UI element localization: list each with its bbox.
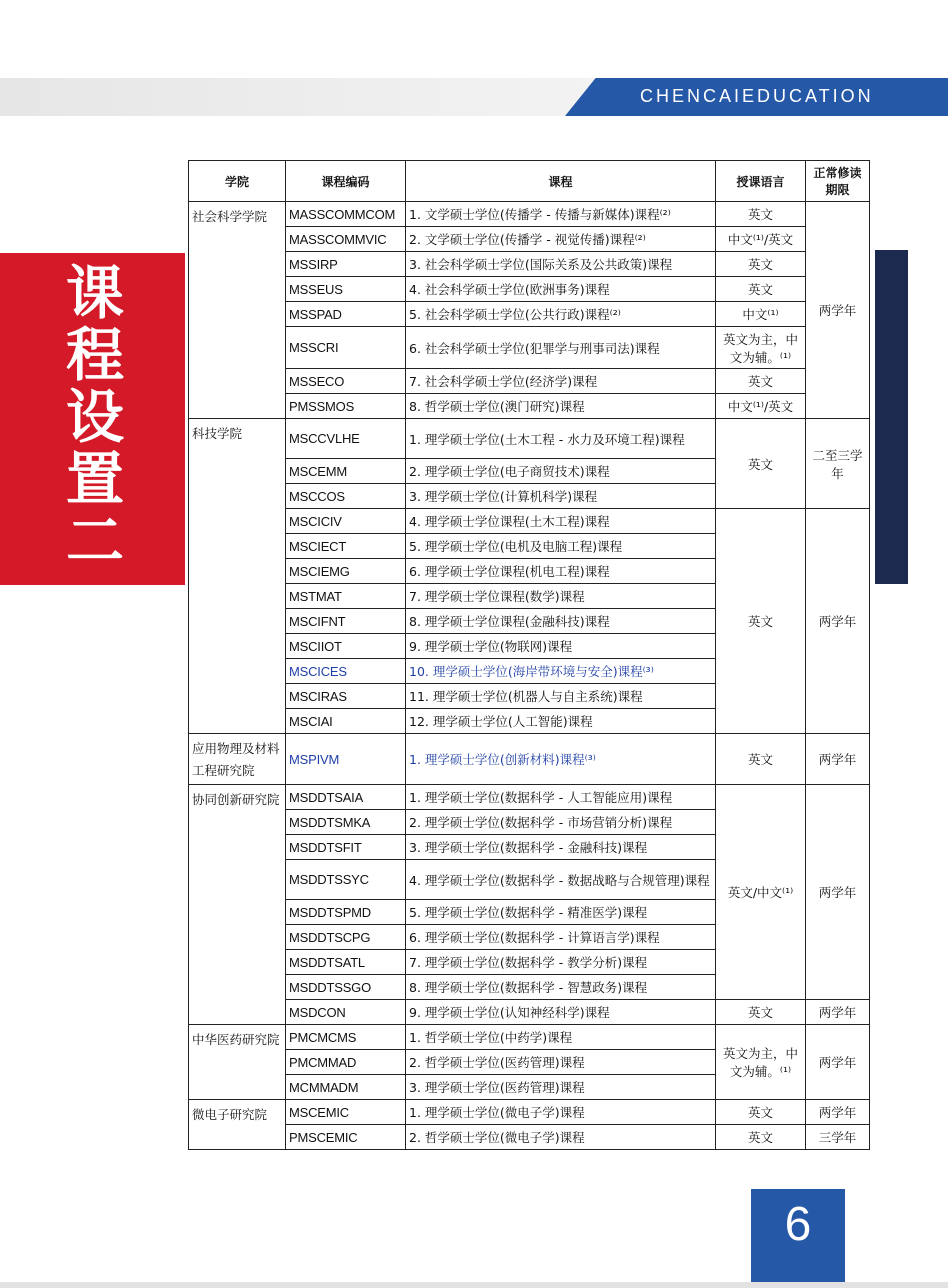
table-row	[189, 227, 870, 252]
code-cell: MSCIECT	[286, 534, 406, 559]
course-cell: 12. 理学硕士学位(人工智能)课程	[406, 709, 716, 734]
faculty-cell: 协同创新研究院	[189, 785, 286, 1025]
code-cell: MSTMAT	[286, 584, 406, 609]
course-cell: 5. 社会科学硕士学位(公共行政)课程⁽²⁾	[406, 302, 716, 327]
code-cell: MSDDTSMKA	[286, 810, 406, 835]
language-cell: 英文	[716, 202, 806, 227]
code-cell: MSCICES	[286, 659, 406, 684]
course-cell: 4. 理学硕士学位课程(土木工程)课程	[406, 509, 716, 534]
course-cell: 3. 社会科学硕士学位(国际关系及公共政策)课程	[406, 252, 716, 277]
course-cell: 6. 理学硕士学位课程(机电工程)课程	[406, 559, 716, 584]
duration-cell: 两学年	[806, 202, 870, 419]
course-cell: 3. 理学硕士学位(计算机科学)课程	[406, 484, 716, 509]
code-cell: MSDDTSSGO	[286, 975, 406, 1000]
table-row	[189, 302, 870, 327]
table-row	[189, 734, 870, 785]
course-cell: 2. 文学硕士学位(传播学 - 视觉传播)课程⁽²⁾	[406, 227, 716, 252]
course-cell: 1. 理学硕士学位(数据科学 - 人工智能应用)课程	[406, 785, 716, 810]
table-row	[189, 785, 870, 810]
course-cell: 4. 理学硕士学位(数据科学 - 数据战略与合规管理)课程	[406, 860, 716, 900]
course-cell: 2. 理学硕士学位(电子商贸技术)课程	[406, 459, 716, 484]
duration-cell: 两学年	[806, 1000, 870, 1025]
side-accent-bar	[875, 250, 908, 584]
course-cell: 8. 理学硕士学位(数据科学 - 智慧政务)课程	[406, 975, 716, 1000]
course-cell: 11. 理学硕士学位(机器人与自主系统)课程	[406, 684, 716, 709]
table-row	[189, 369, 870, 394]
code-cell: MSDDTSSYC	[286, 860, 406, 900]
duration-cell: 两学年	[806, 1025, 870, 1100]
code-cell: MSCEMM	[286, 459, 406, 484]
language-cell: 英文	[716, 419, 806, 509]
language-cell: 英文	[716, 1100, 806, 1125]
code-cell: MSCIAI	[286, 709, 406, 734]
duration-cell: 三学年	[806, 1125, 870, 1150]
course-cell: 7. 社会科学硕士学位(经济学)课程	[406, 369, 716, 394]
course-cell: 1. 理学硕士学位(微电子学)课程	[406, 1100, 716, 1125]
course-cell: 2. 理学硕士学位(数据科学 - 市场营销分析)课程	[406, 810, 716, 835]
table-row	[189, 1100, 870, 1125]
bottom-divider	[0, 1282, 948, 1288]
faculty-cell: 科技学院	[189, 419, 286, 734]
header-grey-band	[0, 78, 600, 116]
table-row	[189, 1025, 870, 1050]
code-cell: MSCEMIC	[286, 1100, 406, 1125]
course-table	[188, 160, 870, 1150]
code-cell: MSDDTSAIA	[286, 785, 406, 810]
code-cell: MCMMADM	[286, 1075, 406, 1100]
brand-name: CHENCAIEDUCATION	[640, 86, 874, 106]
course-cell: 6. 理学硕士学位(数据科学 - 计算语言学)课程	[406, 925, 716, 950]
duration-cell: 两学年	[806, 509, 870, 734]
course-cell: 9. 理学硕士学位(认知神经科学)课程	[406, 1000, 716, 1025]
language-cell: 英文	[716, 509, 806, 734]
code-cell: MSSPAD	[286, 302, 406, 327]
course-cell: 2. 哲学硕士学位(医药管理)课程	[406, 1050, 716, 1075]
course-cell: 3. 理学硕士学位(数据科学 - 金融科技)课程	[406, 835, 716, 860]
table-header-row	[189, 161, 870, 202]
code-cell: MSSEUS	[286, 277, 406, 302]
code-cell: MSCIRAS	[286, 684, 406, 709]
course-cell: 4. 社会科学硕士学位(欧洲事务)课程	[406, 277, 716, 302]
header-language: 授课语言	[716, 161, 806, 202]
code-cell: MSCCVLHE	[286, 419, 406, 459]
table-row	[189, 1125, 870, 1150]
code-cell: MSCCOS	[286, 484, 406, 509]
language-cell: 英文	[716, 277, 806, 302]
faculty-cell: 应用物理及材料工程研究院	[189, 734, 286, 785]
header-course: 课程	[406, 161, 716, 202]
course-cell: 10. 理学硕士学位(海岸带环境与安全)课程⁽³⁾	[406, 659, 716, 684]
table-row	[189, 252, 870, 277]
course-cell: 6. 社会科学硕士学位(犯罪学与刑事司法)课程	[406, 327, 716, 369]
code-cell: MSCIFNT	[286, 609, 406, 634]
course-cell: 1. 文学硕士学位(传播学 - 传播与新媒体)课程⁽²⁾	[406, 202, 716, 227]
course-cell: 9. 理学硕士学位(物联网)课程	[406, 634, 716, 659]
table-row	[189, 277, 870, 302]
language-cell: 中文⁽¹⁾/英文	[716, 394, 806, 419]
code-cell: MSSECO	[286, 369, 406, 394]
code-cell: MSSIRP	[286, 252, 406, 277]
language-cell: 英文	[716, 252, 806, 277]
table-row	[189, 1000, 870, 1025]
table-row	[189, 419, 870, 459]
header-code: 课程编码	[286, 161, 406, 202]
code-cell: MSCIEMG	[286, 559, 406, 584]
code-cell: MSCICIV	[286, 509, 406, 534]
course-cell: 8. 理学硕士学位课程(金融科技)课程	[406, 609, 716, 634]
course-cell: 5. 理学硕士学位(数据科学 - 精准医学)课程	[406, 900, 716, 925]
faculty-cell: 中华医药研究院	[189, 1025, 286, 1100]
code-cell: MSDDTSPMD	[286, 900, 406, 925]
course-cell: 8. 哲学硕士学位(澳门研究)课程	[406, 394, 716, 419]
code-cell: MSDDTSATL	[286, 950, 406, 975]
duration-cell: 两学年	[806, 785, 870, 1000]
language-cell: 英文为主，中文为辅。⁽¹⁾	[716, 1025, 806, 1100]
course-cell: 1. 理学硕士学位(土木工程 - 水力及环境工程)课程	[406, 419, 716, 459]
faculty-cell: 社会科学学院	[189, 202, 286, 419]
course-cell: 3. 理学硕士学位(医药管理)课程	[406, 1075, 716, 1100]
language-cell: 英文/中文⁽¹⁾	[716, 785, 806, 1000]
code-cell: MSDCON	[286, 1000, 406, 1025]
header-faculty: 学院	[189, 161, 286, 202]
course-cell: 7. 理学硕士学位(数据科学 - 教学分析)课程	[406, 950, 716, 975]
code-cell: PMSCEMIC	[286, 1125, 406, 1150]
course-cell: 1. 理学硕士学位(创新材料)课程⁽³⁾	[406, 734, 716, 785]
code-cell: MSDDTSCPG	[286, 925, 406, 950]
course-cell: 7. 理学硕士学位课程(数学)课程	[406, 584, 716, 609]
header-duration: 正常修读期限	[806, 161, 870, 202]
code-cell: MSDDTSFIT	[286, 835, 406, 860]
code-cell: PMCMCMS	[286, 1025, 406, 1050]
code-cell: MASSCOMMCOM	[286, 202, 406, 227]
code-cell: PMCMMAD	[286, 1050, 406, 1075]
table-row	[189, 509, 870, 534]
code-cell: MSPIVM	[286, 734, 406, 785]
language-cell: 英文为主，中文为辅。⁽¹⁾	[716, 327, 806, 369]
language-cell: 中文⁽¹⁾/英文	[716, 227, 806, 252]
faculty-cell: 微电子研究院	[189, 1100, 286, 1150]
course-cell: 1. 哲学硕士学位(中药学)课程	[406, 1025, 716, 1050]
duration-cell: 二至三学年	[806, 419, 870, 509]
table-row	[189, 327, 870, 369]
language-cell: 英文	[716, 369, 806, 394]
language-cell: 英文	[716, 1125, 806, 1150]
duration-cell: 两学年	[806, 734, 870, 785]
code-cell: PMSSMOS	[286, 394, 406, 419]
code-cell: MSCIIOT	[286, 634, 406, 659]
language-cell: 英文	[716, 734, 806, 785]
code-cell: MASSCOMMVIC	[286, 227, 406, 252]
language-cell: 英文	[716, 1000, 806, 1025]
table-row	[189, 202, 870, 227]
course-cell: 5. 理学硕士学位(电机及电脑工程)课程	[406, 534, 716, 559]
page-title: 课程设置二	[65, 259, 124, 575]
language-cell: 中文⁽¹⁾	[716, 302, 806, 327]
duration-cell: 两学年	[806, 1100, 870, 1125]
code-cell: MSSCRI	[286, 327, 406, 369]
course-cell: 2. 哲学硕士学位(微电子学)课程	[406, 1125, 716, 1150]
page-number: 6	[751, 1189, 845, 1288]
table-row	[189, 394, 870, 419]
